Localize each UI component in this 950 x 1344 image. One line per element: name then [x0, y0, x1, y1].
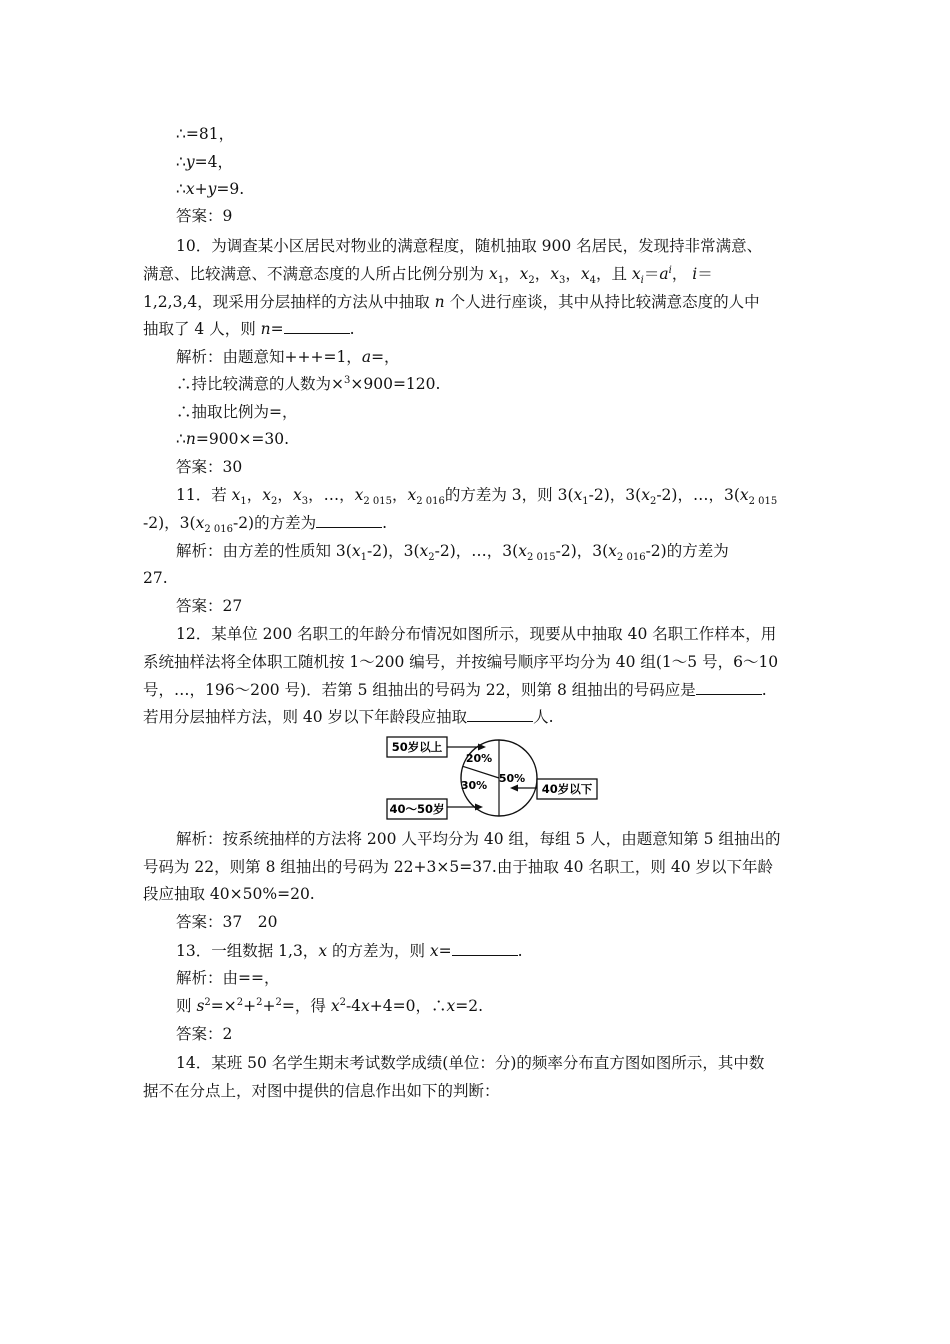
- age-pie-figure: [385, 736, 600, 820]
- question-10-line: 10．为调查某小区居民对物业的满意程度，随机抽取 900 名居民，发现持非常满意、: [176, 237, 763, 255]
- solution-line: 解析：按系统抽样的方法将 200 人平均分为 40 组，每组 5 人，由题意知第 5 组抽出的: [176, 830, 781, 848]
- label-under-40: 40岁以下: [541, 782, 593, 796]
- text-line: ∴x+y=9.: [176, 180, 245, 198]
- solution-line: 解析：由题意知+++=1，a=，: [176, 348, 400, 366]
- answer-line: 答案：2: [176, 1025, 233, 1043]
- solution-line: ∴抽取比例为=，: [176, 403, 298, 421]
- answer-blank: [452, 941, 518, 956]
- pie-label-30: 30%: [460, 779, 488, 792]
- answer-blank: [467, 707, 533, 722]
- question-14-line: 据不在分点上，对图中提供的信息作出如下的判断：: [143, 1082, 500, 1100]
- answer-line: 答案：9: [176, 207, 233, 225]
- solution-line: 解析：由==，: [176, 969, 280, 987]
- question-12-line: 号，…，196～200 号)．若第 5 组抽出的号码为 22，则第 8 组抽出的号码应是 .: [143, 681, 767, 699]
- solution-line: ∴持比较满意的人数为×$^3$×900=120.: [176, 374, 441, 393]
- answer-blank: [284, 319, 350, 334]
- pie-label-20: 20%: [465, 752, 493, 765]
- answer-line: 答案：37 20: [176, 913, 278, 931]
- solution-line: 号码为 22，则第 8 组抽出的号码为 22+3×5=37.由于抽取 40 名职工，则 40 岁以下年龄: [143, 858, 774, 876]
- question-12-line: 若用分层抽样方法，则 40 岁以下年龄段应抽取 人.: [143, 708, 554, 726]
- solution-line: ∴n=900×=30.: [176, 430, 290, 448]
- solution-line: 段应抽取 40×50%=20.: [143, 885, 315, 903]
- label-50-plus: 50岁以上: [391, 740, 443, 754]
- age-pie-chart: [385, 736, 600, 820]
- question-10-line: 1,2,3,4，现采用分层抽样的方法从中抽取 n 个人进行座谈，其中从持比较满意态度的人中: [143, 293, 760, 311]
- answer-blank: [696, 680, 762, 695]
- question-14-line: 14．某班 50 名学生期末考试数学成绩(单位：分)的频率分布直方图如图所示，其中数: [176, 1054, 765, 1072]
- question-11-line: 11．若 $x_1$，$x_2$，$x_3$，…，$x_{2 015}$，$x_{2 016}$的方差为 3，则 $3(x_1-2)$，$3(x_2-2)$，…，$3(x_{2 015}$: [176, 486, 778, 508]
- solution-line: 27.: [143, 569, 168, 587]
- solution-line: 解析：由方差的性质知 $3(x_1-2)$，$3(x_2-2)$，…，$3(x_{2 015}-2)$，$3(x_{2 016}-2)$的方差为: [176, 542, 729, 564]
- answer-line: 答案：27: [176, 597, 243, 615]
- label-40-50: 40～50岁: [389, 802, 445, 816]
- question-12-line: 12．某单位 200 名职工的年龄分布情况如图所示，现要从中抽取 40 名职工作样本，用: [176, 625, 777, 643]
- text-line: ∴=81，: [176, 125, 235, 143]
- question-12-line: 系统抽样法将全体职工随机按 1～200 编号，并按编号顺序平均分为 40 组(1～5 号，6～10: [143, 653, 779, 671]
- answer-blank: [316, 513, 382, 528]
- question-13-line: 13．一组数据 1,3，x 的方差为，则 x= .: [176, 942, 523, 960]
- text-line: ∴y=4，: [176, 153, 233, 171]
- question-11-line: -2)，$3(x_{2 016}-2)$的方差为 .: [143, 514, 388, 536]
- pie-label-50: 50%: [498, 772, 526, 785]
- question-10-line: 抽取了 4 人，则 n= .: [143, 320, 355, 338]
- answer-line: 答案：30: [176, 458, 243, 476]
- solution-line: 则 $s^2=\times^2+^2+^2=$，得 $x^2-4x+4=0$，∴x=2.: [176, 996, 484, 1015]
- question-10-line: 满意、比较满意、不满意态度的人所占比例分别为 $x_1$，$x_2$，$x_3$，$x_4$，且 $x_i=a^i$， i＝: [143, 264, 713, 287]
